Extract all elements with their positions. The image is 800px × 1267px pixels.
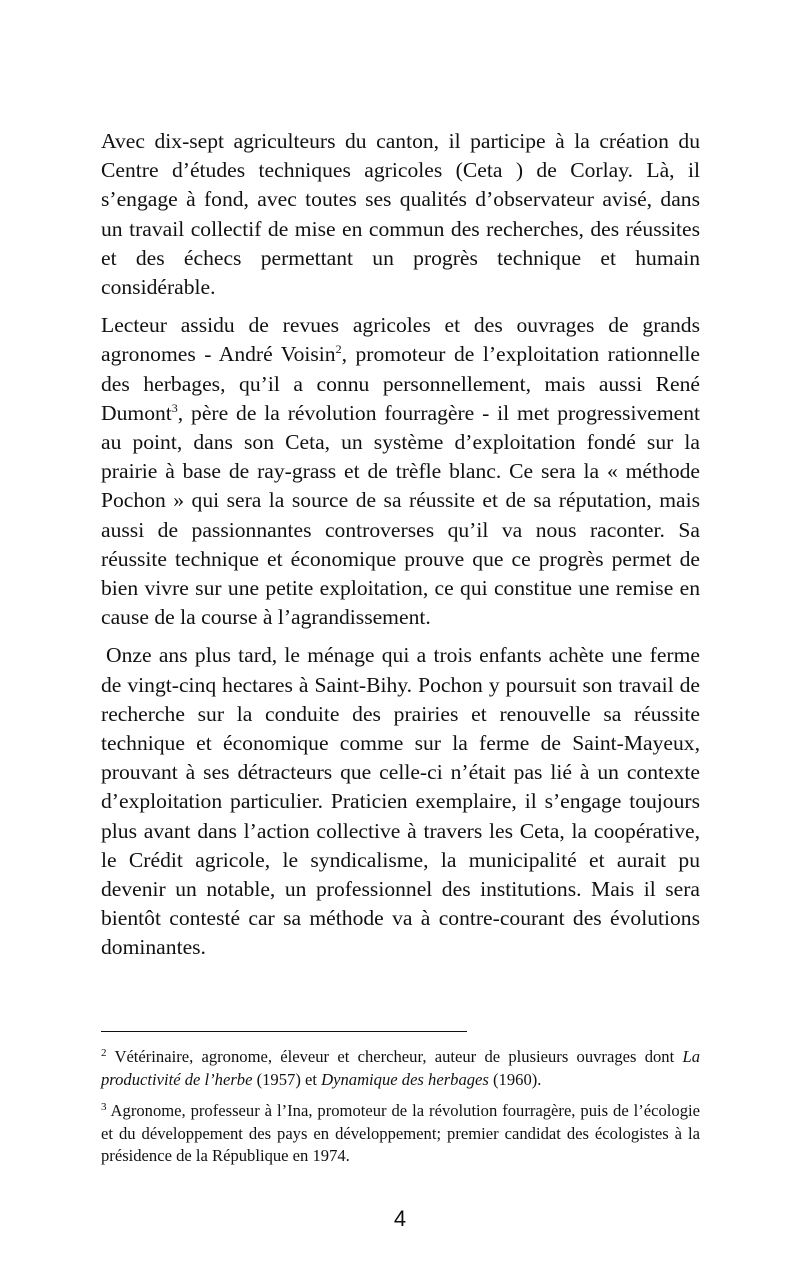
footnote-3 xyxy=(101,1100,700,1168)
footnote-reference-2[interactable]: 2 xyxy=(335,342,342,357)
paragraph-text-segment: Lecteur assidu de revues agricoles et des ouvrages de grands agronomes - André Voisin xyxy=(101,313,700,367)
page-body xyxy=(101,127,700,972)
footnote-number: 3 xyxy=(101,1101,107,1113)
footnote-separator xyxy=(101,1031,467,1032)
paragraph-methode-pochon xyxy=(101,311,700,632)
paragraph-text-segment: , père de la révolution fourragère - il met progressivement au point, dans son Ceta, un système d’exploitation fondé sur la prairie à base de ray-grass et de trèfle blanc. Ce sera la « méthode Pochon » qui sera la source de sa réussite et de sa réputation, mais aussi de passionnantes controverses qu’il va nous raconter. Sa réussite technique et économique prouve que ce progrès permet de bien vivre sur une petite exploitation, ce qui constitue une remise en cause de la course à l’agrandissement. xyxy=(101,400,700,630)
paragraph-ceta-creation: Avec dix-sept agriculteurs du canton, il participe à la création du Centre d’études techniques agricoles (Ceta ) de Corlay. Là, il s’engage à fond, avec toutes ses qualités d’observateur avisé, dans un travail collectif de mise en commun des recherches, des réussites et des échecs permettant un progrès technique et humain considérable. xyxy=(101,129,700,300)
footnote-text-segment: (1957) et xyxy=(252,1069,322,1089)
paragraph-saint-bihy: Onze ans plus tard, le ménage qui a trois enfants achète une ferme de vingt-cinq hectares à Saint-Bihy. Pochon y poursuit son travail de recherche sur la conduite des prairies et renouvelle sa réussite technique et économique comme sur la ferme de Saint-Mayeux, prouvant à ses détracteurs que celle-ci n’était pas lié à un contexte d’exploitation particulier. Praticien exemplaire, il s’engage toujours plus avant dans l’action collective à travers les Ceta, la coopérative, le Crédit agricole, le syndicalisme, la municipalité et aurait pu devenir un notable, un professionnel des institutions. Mais il sera bientôt contesté car sa méthode va à contre-courant des évolutions dominantes. xyxy=(101,643,700,960)
footnote-2 xyxy=(101,1046,700,1091)
footnote-number: 2 xyxy=(101,1047,107,1059)
footnote-text: Agronome, professeur à l’Ina, promoteur de la révolution fourragère, puis de l’écologie et du développement des pays en développement; premier candidat des écologistes à la présidence de la République en 1974. xyxy=(101,1101,700,1165)
footnote-text-segment: (1960). xyxy=(488,1069,542,1089)
paragraph-text-segment: , promoteur de l’exploitation rationnelle des herbages, qu’il a connu personnellement, mais aussi René Dumont xyxy=(101,342,700,425)
book-title-italic: La productivité de l’herbe xyxy=(101,1047,700,1089)
book-title-italic: Dynamique des herbages xyxy=(321,1069,489,1089)
footnote-reference-3[interactable]: 3 xyxy=(171,400,178,415)
footnotes xyxy=(101,1046,700,1177)
page-number: 4 xyxy=(393,1206,407,1231)
footnote-text-segment: Vétérinaire, agronome, éleveur et chercheur, auteur de plusieurs ouvrages dont xyxy=(106,1047,683,1066)
